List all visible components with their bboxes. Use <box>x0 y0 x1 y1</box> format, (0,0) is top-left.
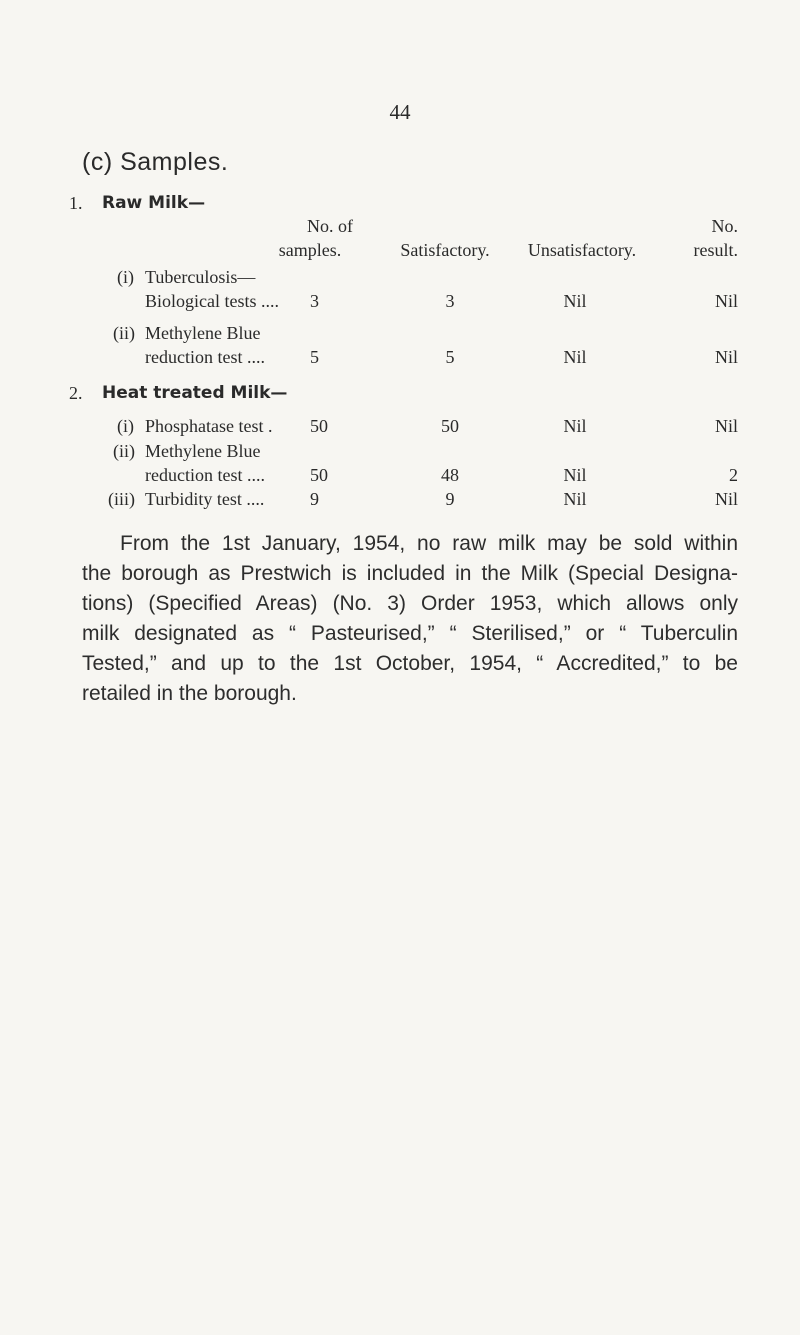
heat-treated-milk-heading: Heat treated Milk— <box>102 383 288 403</box>
row-index: (i) <box>117 267 134 287</box>
row-index: (i) <box>117 416 134 436</box>
cell-samples: 3 <box>310 291 319 311</box>
row-label: Turbidity test .... <box>145 489 265 509</box>
cell-satisfactory: 3 <box>445 291 455 311</box>
cell-samples: 50 <box>310 416 328 436</box>
row-index: (iii) <box>108 489 135 509</box>
row-label-continued: reduction test .... <box>145 465 265 485</box>
cell-satisfactory: 48 <box>441 465 459 485</box>
row-index: (ii) <box>113 323 135 343</box>
raw-milk-heading: Raw Milk— <box>102 193 206 213</box>
header-unsatisfactory: Unsatisfactory. <box>527 240 637 260</box>
cell-result: Nil <box>714 291 738 311</box>
row-label: Methylene Blue <box>145 323 261 343</box>
cell-unsatisfactory: Nil <box>563 489 587 509</box>
paragraph-line: the borough as Prestwich is included in the Milk (Special Designa- <box>82 562 738 585</box>
row-label: Phosphatase test . <box>145 416 273 436</box>
cell-samples: 9 <box>310 489 319 509</box>
row-label: Methylene Blue <box>145 441 261 461</box>
header-samples-line1: No. of <box>307 216 353 236</box>
paragraph-line: retailed in the borough. <box>82 682 297 705</box>
row-index: (ii) <box>113 441 135 461</box>
cell-samples: 5 <box>310 347 319 367</box>
section-title: (c) Samples. <box>82 148 229 176</box>
page-number: 44 <box>389 100 411 124</box>
header-samples-line2: samples. <box>278 240 342 260</box>
paragraph-line: From the 1st January, 1954, no raw milk may be sold within <box>120 532 738 555</box>
section-number-heat-treated: 2. <box>69 383 83 403</box>
cell-unsatisfactory: Nil <box>563 291 587 311</box>
cell-samples: 50 <box>310 465 328 485</box>
paragraph-line: tions) (Specified Areas) (No. 3) Order 1953, which allows only <box>82 592 738 615</box>
cell-result: Nil <box>714 416 738 436</box>
cell-unsatisfactory: Nil <box>563 465 587 485</box>
row-label-continued: reduction test .... <box>145 347 265 367</box>
body-paragraph <box>82 529 738 709</box>
cell-result: Nil <box>714 489 738 509</box>
cell-satisfactory: 5 <box>445 347 455 367</box>
row-label: Tuberculosis— <box>145 267 256 287</box>
header-result-line2: result. <box>693 240 738 260</box>
cell-unsatisfactory: Nil <box>563 347 587 367</box>
header-result-line1: No. <box>711 216 738 236</box>
cell-satisfactory: 50 <box>441 416 459 436</box>
paragraph-line: Tested,” and up to the 1st October, 1954, “ Accredited,” to be <box>82 652 738 675</box>
header-satisfactory: Satisfactory. <box>400 240 490 260</box>
cell-satisfactory: 9 <box>445 489 455 509</box>
row-label-continued: Biological tests .... <box>145 291 279 311</box>
section-number-raw-milk: 1. <box>69 193 83 213</box>
paragraph-line: milk designated as “ Pasteurised,” “ Sterilised,” or “ Tuberculin <box>82 622 738 645</box>
cell-result: Nil <box>714 347 738 367</box>
cell-result: 2 <box>729 465 738 485</box>
cell-unsatisfactory: Nil <box>563 416 587 436</box>
